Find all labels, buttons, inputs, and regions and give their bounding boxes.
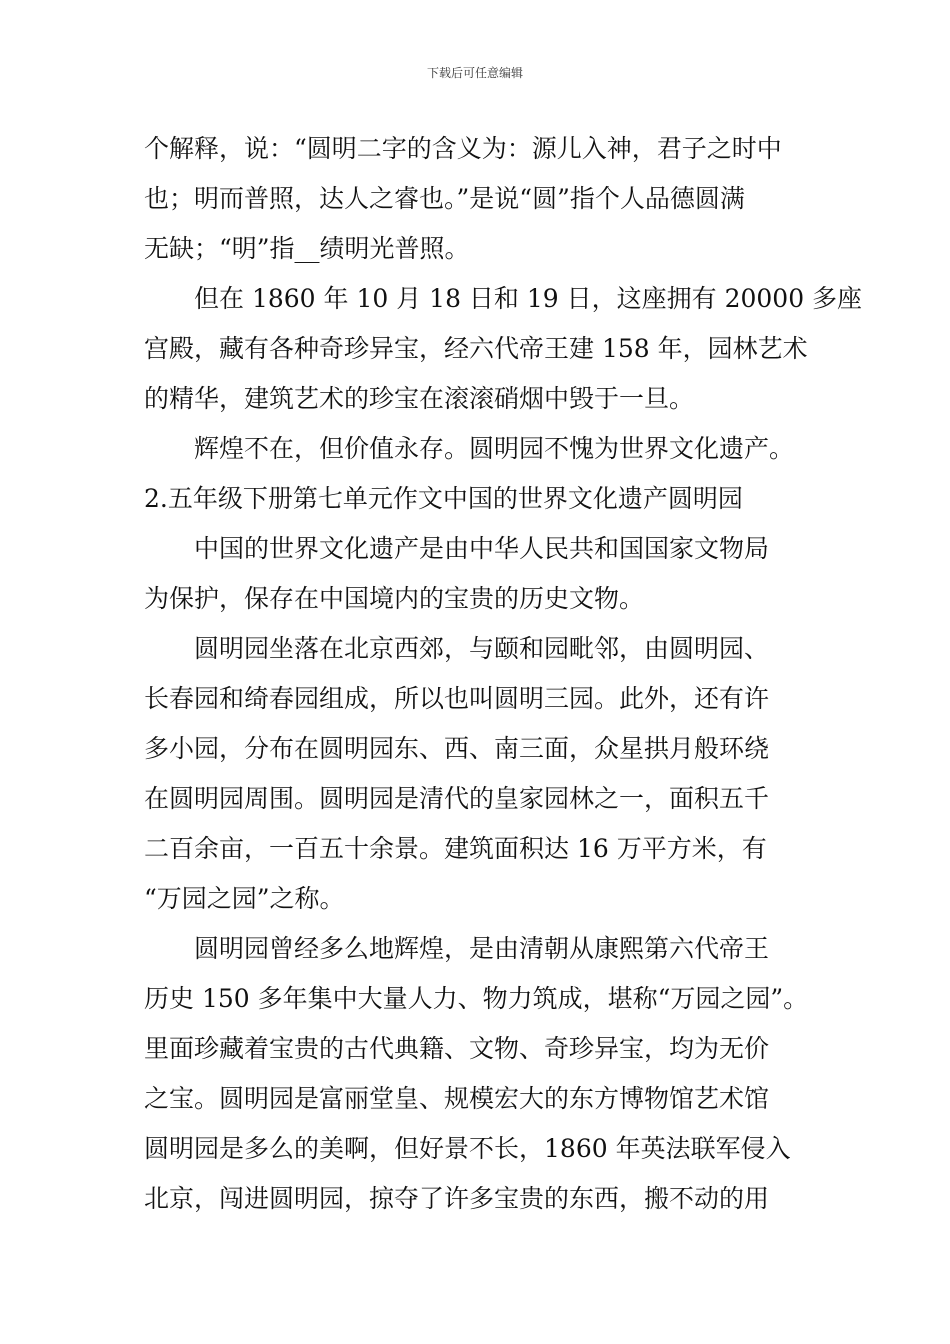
paragraph-start-line: 但在 1860 年 10 月 18 日和 19 日，这座拥有 20000 多座 <box>194 284 863 313</box>
text-line: 多小园，分布在圆明园东、西、南三面，众星拱月般环绕 <box>144 734 770 763</box>
paragraph-start-line: 圆明园曾经多么地辉煌，是由清朝从康熙第六代帝王 <box>194 934 770 963</box>
text-line: “万园之园”之称。 <box>144 884 345 913</box>
text-line: 里面珍藏着宝贵的古代典籍、文物、奇珍异宝，均为无价 <box>144 1034 770 1063</box>
text-line: 圆明园是多么的美啊，但好景不长，1860 年英法联军侵入 <box>144 1134 791 1163</box>
text-line: 历史 150 多年集中大量人力、物力筑成，堪称“万园之园”。 <box>144 984 809 1013</box>
text-line: 之宝。圆明园是富丽堂皇、规模宏大的东方博物馆艺术馆 <box>144 1084 770 1113</box>
page-header: 下载后可任意编辑 <box>426 66 523 80</box>
text-line: 北京，闯进圆明园，掠夺了许多宝贵的东西，搬不动的用 <box>144 1184 770 1213</box>
paragraph-start-line: 辉煌不在，但价值永存。圆明园不愧为世界文化遗产。 <box>194 434 795 463</box>
text-line: 宫殿，藏有各种奇珍异宝，经六代帝王建 158 年，园林艺术 <box>144 334 808 363</box>
document-body <box>144 124 863 1224</box>
text-line: 二百余亩，一百五十余景。建筑面积达 16 万平方米，有 <box>144 834 767 863</box>
section-heading: 2.五年级下册第七单元作文中国的世界文化遗产圆明园 <box>144 484 743 513</box>
text-line: 个解释，说：“圆明二字的含义为：源儿入神，君子之时中 <box>144 134 782 163</box>
text-line: 长春园和绮春园组成，所以也叫圆明三园。此外，还有许 <box>144 684 770 713</box>
paragraph-start-line: 中国的世界文化遗产是由中华人民共和国国家文物局 <box>194 534 770 563</box>
text-line: 在圆明园周围。圆明园是清代的皇家园林之一，面积五千 <box>144 784 770 813</box>
text-line: 无缺；“明”指__绩明光普照。 <box>144 234 470 263</box>
text-line: 为保护，保存在中国境内的宝贵的历史文物。 <box>144 584 645 613</box>
text-line: 的精华，建筑艺术的珍宝在滚滚硝烟中毁于一旦。 <box>144 384 695 413</box>
text-line: 也；明而普照，达人之睿也。”是说“圆”指个人品德圆满 <box>144 184 745 213</box>
paragraph-start-line: 圆明园坐落在北京西郊，与颐和园毗邻，由圆明园、 <box>194 634 770 663</box>
